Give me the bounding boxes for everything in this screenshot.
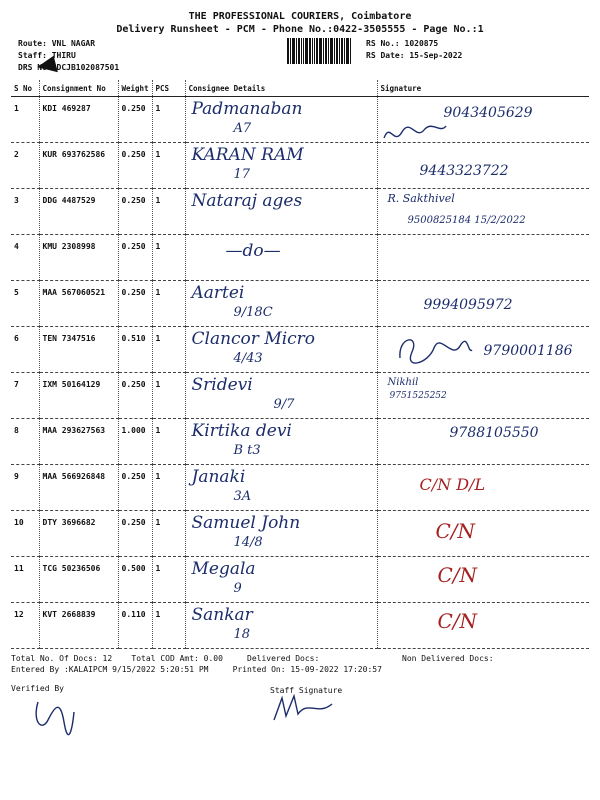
row-pcs: 1 xyxy=(152,143,185,189)
company-title: THE PROFESSIONAL COURIERS, Coimbatore xyxy=(188,11,412,22)
row-sno: 11 xyxy=(11,557,39,603)
row-pcs: 1 xyxy=(152,511,185,557)
row-pcs: 1 xyxy=(152,235,185,281)
total-docs: Total No. Of Docs: 12 xyxy=(11,654,113,663)
row-signature xyxy=(377,419,589,465)
table-row xyxy=(11,511,589,557)
total-cod: Total COD Amt: 0.00 xyxy=(131,654,223,663)
rs-date: RS Date: 15-Sep-2022 xyxy=(366,51,463,60)
row-pcs: 1 xyxy=(152,419,185,465)
consignee-name: Nataraj ages xyxy=(191,191,303,211)
row-weight: 0.250 xyxy=(118,97,152,143)
row-consignment: MAA 566926848 xyxy=(39,465,118,511)
consignee-address: 9/7 xyxy=(273,397,295,412)
row-consignee xyxy=(185,143,377,189)
row-weight: 0.510 xyxy=(118,327,152,373)
table-row xyxy=(11,281,589,327)
consignee-address: 14/8 xyxy=(233,535,263,550)
verifier-signature-icon xyxy=(28,692,78,738)
row-consignee xyxy=(185,419,377,465)
col-signature: Signature xyxy=(377,80,589,97)
row-pcs: 1 xyxy=(152,465,185,511)
delivered-docs: Delivered Docs: xyxy=(247,654,320,663)
row-signature xyxy=(377,511,589,557)
barcode-icon xyxy=(287,38,359,64)
consignee-address: 9/18C xyxy=(233,305,273,320)
row-weight: 0.250 xyxy=(118,373,152,419)
signature-note: 9751525252 xyxy=(389,391,447,401)
row-pcs: 1 xyxy=(152,189,185,235)
row-weight: 0.250 xyxy=(118,281,152,327)
consignee-name: —do— xyxy=(225,241,281,261)
row-consignee xyxy=(185,373,377,419)
consignee-address: A7 xyxy=(233,121,252,136)
table-row xyxy=(11,143,589,189)
runsheet-table xyxy=(11,80,589,649)
row-weight: 1.000 xyxy=(118,419,152,465)
row-pcs: 1 xyxy=(152,327,185,373)
table-row xyxy=(11,557,589,603)
printed-on: Printed On: 15-09-2022 17:20:57 xyxy=(232,665,382,674)
table-row xyxy=(11,189,589,235)
table-row xyxy=(11,603,589,649)
row-weight: 0.110 xyxy=(118,603,152,649)
col-consignment: Consignment No xyxy=(39,80,118,97)
staff-signature-icon xyxy=(268,690,338,726)
signature-text: Nikhil xyxy=(387,377,419,388)
row-consignment: MAA 293627563 xyxy=(39,419,118,465)
row-consignment: MAA 567060521 xyxy=(39,281,118,327)
consignee-address: B t3 xyxy=(233,443,261,458)
row-pcs: 1 xyxy=(152,557,185,603)
row-consignment: KUR 693762586 xyxy=(39,143,118,189)
signature-text: 9994095972 xyxy=(423,297,513,313)
row-weight: 0.250 xyxy=(118,465,152,511)
row-sno: 9 xyxy=(11,465,39,511)
row-consignee xyxy=(185,557,377,603)
table-row xyxy=(11,235,589,281)
table-row xyxy=(11,465,589,511)
row-signature xyxy=(377,373,589,419)
signature-text: 9790001186 xyxy=(483,343,573,359)
signature-text: R. Sakthivel xyxy=(387,192,455,205)
staff-signature-label: Staff Signature xyxy=(270,686,343,695)
row-sno: 3 xyxy=(11,189,39,235)
row-pcs: 1 xyxy=(152,281,185,327)
row-weight: 0.500 xyxy=(118,557,152,603)
row-consignment: TEN 7347516 xyxy=(39,327,118,373)
row-sno: 12 xyxy=(11,603,39,649)
table-row xyxy=(11,419,589,465)
runsheet-subtitle: Delivery Runsheet - PCM - Phone No.:0422-3505555 - Page No.:1 xyxy=(116,24,484,35)
row-sno: 10 xyxy=(11,511,39,557)
signature-scribble-icon xyxy=(380,120,450,150)
row-signature xyxy=(377,281,589,327)
entered-by: Entered By :KALAIPCM 9/15/2022 5:20:51 PM xyxy=(11,665,209,674)
row-consignee xyxy=(185,97,377,143)
table-row xyxy=(11,97,589,143)
row-consignment: IXM 50164129 xyxy=(39,373,118,419)
row-consignee xyxy=(185,235,377,281)
row-consignment: KMU 2308998 xyxy=(39,235,118,281)
row-consignment: TCG 50236506 xyxy=(39,557,118,603)
signature-text: 9443323722 xyxy=(419,163,509,179)
row-sno: 6 xyxy=(11,327,39,373)
row-consignment: KVT 2668839 xyxy=(39,603,118,649)
row-signature xyxy=(377,465,589,511)
row-weight: 0.250 xyxy=(118,511,152,557)
row-weight: 0.250 xyxy=(118,189,152,235)
row-sno: 8 xyxy=(11,419,39,465)
row-consignee xyxy=(185,603,377,649)
row-sno: 2 xyxy=(11,143,39,189)
row-consignee xyxy=(185,327,377,373)
row-pcs: 1 xyxy=(152,603,185,649)
row-consignment: DDG 4487529 xyxy=(39,189,118,235)
verified-by-label: Verified By xyxy=(11,684,64,693)
col-weight: Weight xyxy=(118,80,152,97)
consignee-address: 4/43 xyxy=(233,351,263,366)
consignee-name: Aartei xyxy=(191,283,245,303)
row-pcs: 1 xyxy=(152,97,185,143)
consignee-address: 3A xyxy=(233,489,252,504)
consignee-name: Padmanaban xyxy=(191,99,303,119)
row-weight: 0.250 xyxy=(118,235,152,281)
consignee-address: 17 xyxy=(233,167,251,182)
consignee-name: Samuel John xyxy=(191,513,301,533)
non-delivered-docs: Non Delivered Docs: xyxy=(402,654,494,663)
col-sno: S No xyxy=(11,80,39,97)
signature-note: 9500825184 15/2/2022 xyxy=(407,215,526,226)
signature-text: C/N xyxy=(437,609,478,633)
table-row xyxy=(11,373,589,419)
row-pcs: 1 xyxy=(152,373,185,419)
consignee-name: Janaki xyxy=(191,467,246,487)
row-signature xyxy=(377,189,589,235)
route-label: Route: VNL NAGAR xyxy=(18,39,96,48)
row-consignment: KDI 469287 xyxy=(39,97,118,143)
table-row xyxy=(11,327,589,373)
signature-text: 9043405629 xyxy=(443,105,533,121)
drs-number: DRS No: DCJB102087501 xyxy=(18,63,120,72)
consignee-name: Sankar xyxy=(191,605,253,625)
consignee-name: Kirtika devi xyxy=(191,421,292,441)
consignee-name: Megala xyxy=(191,559,256,579)
consignee-name: Clancor Micro xyxy=(191,329,316,349)
col-pcs: PCS xyxy=(152,80,185,97)
signature-text: 9788105550 xyxy=(449,425,539,441)
col-consignee: Consignee Details xyxy=(185,80,377,97)
row-sno: 1 xyxy=(11,97,39,143)
table-header-row xyxy=(11,80,589,97)
row-consignee xyxy=(185,511,377,557)
signature-scribble-icon xyxy=(394,330,474,370)
row-consignee xyxy=(185,189,377,235)
row-consignment: DTY 3696682 xyxy=(39,511,118,557)
signature-text: C/N xyxy=(435,519,476,543)
signature-text: C/N xyxy=(437,563,478,587)
signature-text: C/N D/L xyxy=(419,475,486,494)
row-signature xyxy=(377,603,589,649)
consignee-address: 18 xyxy=(233,627,251,642)
consignee-name: KARAN RAM xyxy=(191,145,304,165)
staff-label: Staff: THIRU xyxy=(18,51,76,60)
totals-line xyxy=(11,654,319,663)
row-consignee xyxy=(185,281,377,327)
row-consignee xyxy=(185,465,377,511)
rs-number: RS No.: 1020875 xyxy=(366,39,439,48)
row-sno: 7 xyxy=(11,373,39,419)
row-sno: 4 xyxy=(11,235,39,281)
row-signature xyxy=(377,215,589,281)
row-signature xyxy=(377,557,589,603)
row-sno: 5 xyxy=(11,281,39,327)
entry-line xyxy=(11,665,382,674)
consignee-address: 9 xyxy=(233,581,242,596)
consignee-name: Sridevi xyxy=(191,375,253,395)
row-weight: 0.250 xyxy=(118,143,152,189)
